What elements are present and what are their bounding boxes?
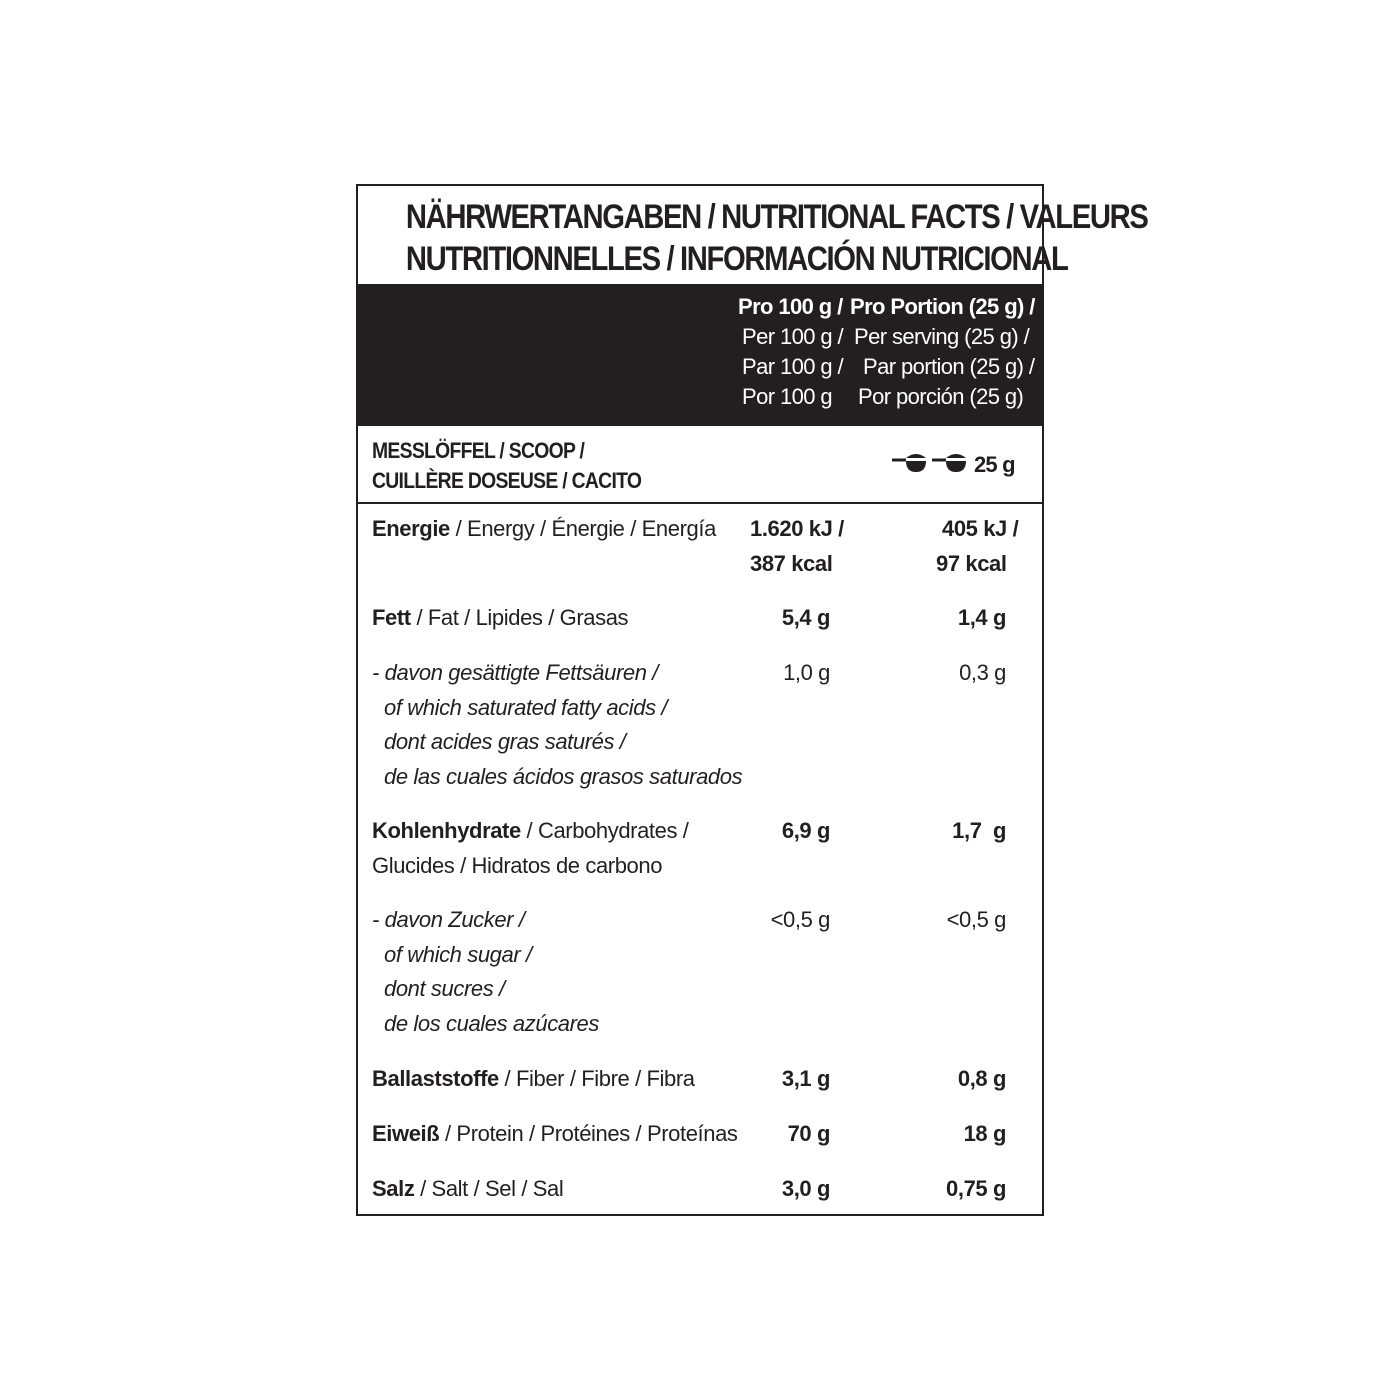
- per-portion-header-en: Per serving (25 g) /: [854, 324, 1030, 349]
- scoop-icon: [892, 450, 970, 478]
- saturated-line-1: - davon gesättigte Fettsäuren /: [372, 660, 658, 685]
- fiber-label-rest: / Fiber / Fibre / Fibra: [498, 1066, 695, 1091]
- protein-label-rest: / Protein / Protéines / Proteínas: [439, 1121, 738, 1146]
- scoop-label-line-1: MESSLÖFFEL / SCOOP /: [372, 438, 585, 463]
- carbohydrates-portion: 1,7 g: [952, 818, 1006, 843]
- scoop-icons: [892, 450, 970, 483]
- per-100-header-fr: Par 100 g /: [742, 354, 844, 379]
- salt-label: [372, 1172, 563, 1207]
- scoop-label: [372, 436, 641, 496]
- column-header: [358, 284, 1042, 426]
- saturated-per100: 1,0 g: [783, 660, 830, 685]
- saturated-line-4: de las cuales ácidos grasos saturados: [384, 763, 743, 789]
- energy-portion-kcal: 97 kcal: [936, 550, 1007, 576]
- carbohydrates-label: [372, 814, 689, 883]
- per-portion-header-de: Pro Portion (25 g) /: [850, 294, 1035, 319]
- scoop-label-line-2: CUILLÈRE DOSEUSE / CACITO: [372, 468, 642, 493]
- salt-per100: 3,0 g: [781, 1176, 830, 1201]
- energy-per100-kcal: 387 kcal: [750, 550, 833, 576]
- carbohydrates-per100: 6,9 g: [781, 818, 830, 843]
- per-100-header-de: Pro 100 g /: [738, 294, 843, 319]
- saturated-line-2: of which saturated fatty acids /: [384, 694, 668, 720]
- fat-label-bold: Fett: [372, 605, 411, 630]
- energy-label-rest: / Energy / Énergie / Energía: [449, 516, 716, 541]
- per-portion-header-es: Por porción (25 g): [858, 384, 1024, 409]
- fiber-label: [372, 1062, 695, 1097]
- protein-label-bold: Eiweiß: [372, 1121, 440, 1146]
- protein-portion: 18 g: [963, 1121, 1006, 1146]
- fat-label-rest: / Fat / Lipides / Grasas: [410, 605, 629, 630]
- title-line-1: NÄHRWERTANGABEN / NUTRITIONAL FACTS / VALEURS: [405, 198, 1148, 236]
- energy-portion: [936, 512, 1018, 581]
- energy-per100-kj: 1.620 kJ /: [750, 516, 844, 541]
- per-portion-header-fr: Par portion (25 g) /: [863, 354, 1035, 379]
- energy-portion-kj: 405 kJ /: [942, 516, 1019, 541]
- sugar-line-2: of which sugar /: [384, 941, 532, 967]
- saturated-portion: 0,3 g: [959, 660, 1006, 685]
- sugar-portion: <0,5 g: [946, 907, 1006, 932]
- title-line-2: NUTRITIONNELLES / INFORMACIÓN NUTRICIONAL: [405, 240, 1068, 278]
- fiber-label-bold: Ballaststoffe: [372, 1066, 499, 1091]
- sugar-line-3: dont sucres /: [384, 976, 505, 1001]
- salt-label-bold: Salz: [372, 1176, 415, 1201]
- label-title: [405, 186, 1148, 284]
- fiber-portion: 0,8 g: [957, 1066, 1006, 1091]
- fat-per100: 5,4 g: [781, 605, 830, 630]
- energy-per100: [750, 512, 844, 581]
- energy-label: [372, 512, 716, 547]
- sugar-line-4: de los cuales azúcares: [384, 1010, 599, 1036]
- protein-per100: 70 g: [787, 1121, 830, 1146]
- fat-portion: 1,4 g: [957, 605, 1006, 630]
- scoop-value: 25 g: [974, 452, 1015, 477]
- salt-label-rest: / Salt / Sel / Sal: [414, 1176, 564, 1201]
- sugar-label: [372, 903, 599, 1041]
- nutrition-label: [356, 184, 1148, 1216]
- fiber-per100: 3,1 g: [781, 1066, 830, 1091]
- sugar-line-1: - davon Zucker /: [372, 907, 525, 932]
- saturated-line-3: dont acides gras saturés /: [384, 729, 626, 754]
- salt-portion: 0,75 g: [946, 1176, 1006, 1201]
- fat-label: [372, 601, 628, 636]
- protein-label: [372, 1117, 738, 1152]
- carbohydrates-label-line-2: Glucides / Hidratos de carbono: [372, 852, 663, 878]
- energy-label-bold: Energie: [372, 516, 450, 541]
- per-100-header-es: Por 100 g: [742, 384, 833, 409]
- per-100-header-en: Per 100 g /: [742, 324, 844, 349]
- scoop-row: [358, 426, 1042, 504]
- saturated-label: [372, 656, 742, 794]
- carbohydrates-label-rest: / Carbohydrates /: [520, 818, 689, 843]
- carbohydrates-label-bold: Kohlenhydrate: [372, 818, 521, 843]
- sugar-per100: <0,5 g: [770, 907, 830, 932]
